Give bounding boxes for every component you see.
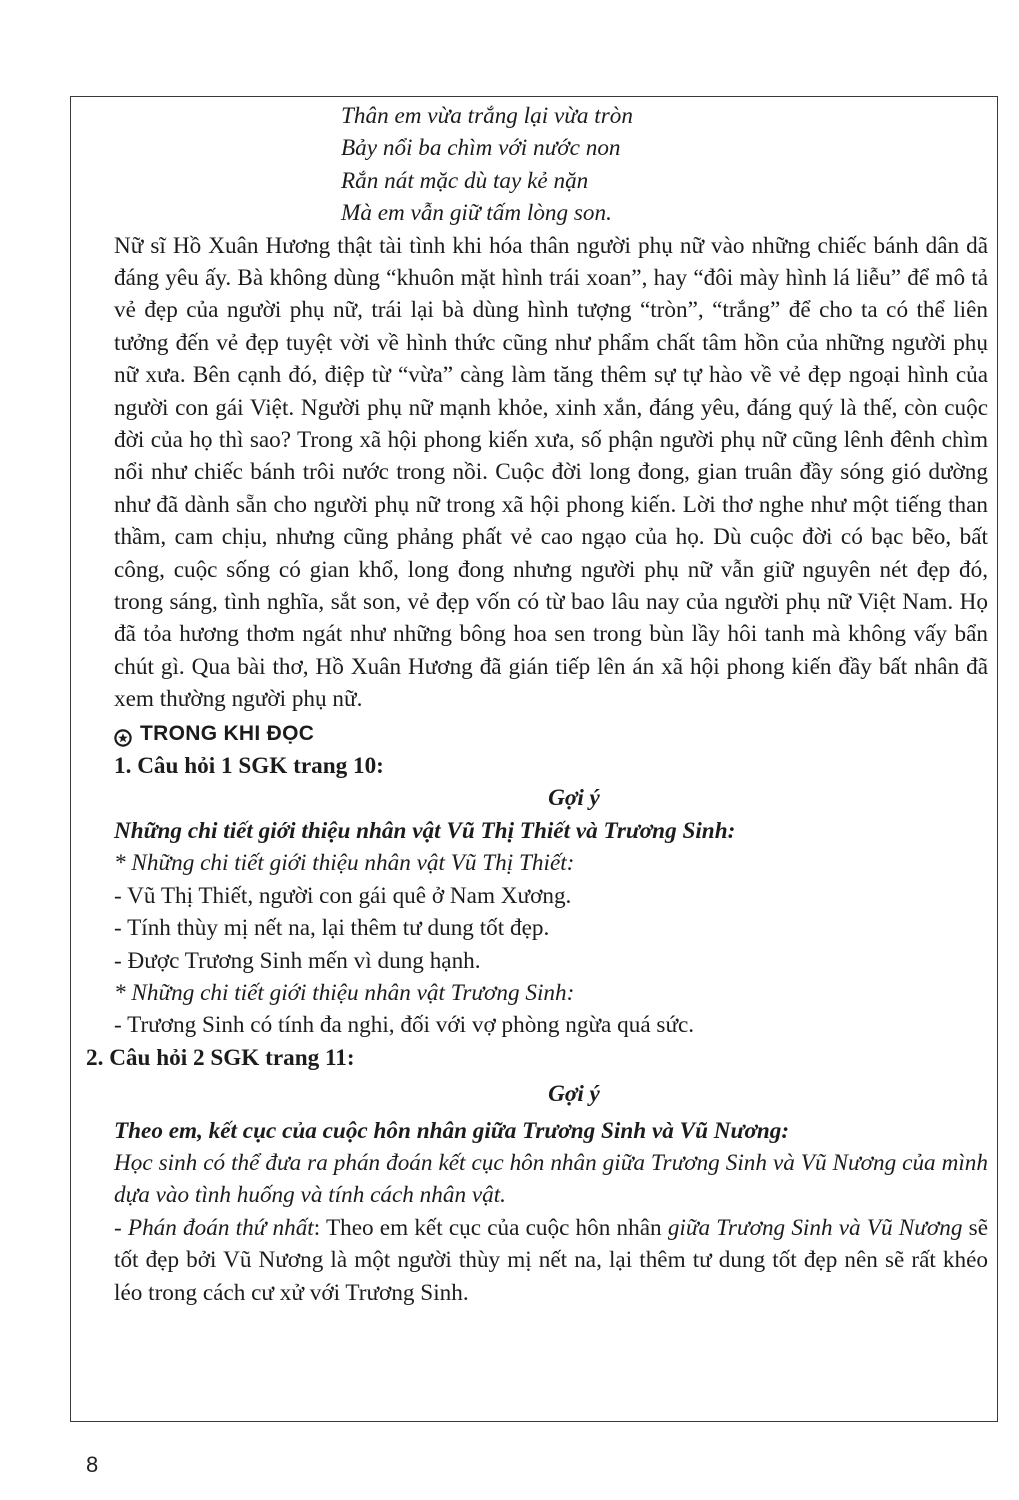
question-2-heading: 2. Câu hỏi 2 SGK trang 11:	[86, 1044, 355, 1071]
group-2-item: - Trương Sinh có tính đa nghi, đối với vợ phòng ngừa quá sức.	[114, 1012, 695, 1039]
question-2-subheading: Theo em, kết cục của cuộc hôn nhân giữa Trương Sinh và Vũ Nương:	[114, 1117, 790, 1144]
prediction-1-text-c: sẽ tốt đẹp bởi Vũ Nương là một người thùy mị nết na, lại thêm tư dung tốt đẹp nên sẽ rất khéo léo trong cách cư xử với Trương Sinh.	[114, 1214, 988, 1306]
prediction-1-text-b: giữa Trương Sinh và Vũ Nương	[667, 1214, 963, 1241]
prediction-1-text-a: : Theo em kết cục của cuộc hôn nhân	[313, 1214, 668, 1241]
group-2-title: * Những chi tiết giới thiệu nhân vật Trương Sinh:	[114, 979, 575, 1006]
question-2-intro: Học sinh có thể đưa ra phán đoán kết cục hôn nhân giữa Trương Sinh và Vũ Nương của mình dựa vào tình huống và tính cách nhân vật.	[114, 1149, 988, 1209]
star-circle-icon	[114, 725, 132, 743]
page-content	[86, 100, 988, 1309]
question-1-hint: Gợi ý	[548, 785, 600, 812]
analysis-paragraph: Nữ sĩ Hồ Xuân Hương thật tài tình khi hóa thân người phụ nữ vào những chiếc bánh dân dã đáng yêu ấy. Bà không dùng “khuôn mặt hình trái xoan”, hay “đôi mày hình lá liễu” để mô tả vẻ đẹp của người phụ nữ, trái lại bà dùng hình tượng “tròn”, “trắng” để cho ta có thể liên tưởng đến vẻ đẹp tuyệt vời về hình thức cũng như phẩm chất tâm hồn của những người phụ nữ xưa. Bên cạnh đó, điệp từ “vừa” càng làm tăng thêm sự tự hào về vẻ đẹp ngoại hình của người con gái Việt. Người phụ nữ mạnh khỏe, xinh xắn, đáng yêu, đáng quý là thế, còn cuộc đời của họ thì sao? Trong xã hội phong kiến xưa, số phận người phụ nữ cũng lênh đênh chìm nổi như chiếc bánh trôi nước trong nồi. Cuộc đời long đong, gian truân đầy sóng gió dường như đã dành sẵn cho người phụ nữ trong xã hội phong kiến. Lời thơ nghe như một tiếng than thầm, cam chịu, nhưng cũng phảng phất vẻ cao ngạo của họ. Dù cuộc đời có bạc bẽo, bất công, cuộc sống có gian khổ, long đong nhưng người phụ nữ vẫn giữ nguyên nét đẹp đó, trong sáng, tình nghĩa, sắt son, vẻ đẹp vốn có từ bao lâu nay của người phụ nữ Việt Nam. Họ đã tỏa hương thơm ngát như những bông hoa sen trong bùn lầy hôi tanh mà không vấy bẩn chút gì. Qua bài thơ, Hồ Xuân Hương đã gián tiếp lên án xã hội phong kiến đầy bất nhân đã xem thường người phụ nữ.	[114, 232, 988, 713]
poem-line-4: Mà em vẫn giữ tấm lòng son.	[341, 200, 612, 227]
prediction-1	[114, 1212, 988, 1309]
group-1-item: - Được Trương Sinh mến vì dung hạnh.	[114, 947, 481, 974]
question-1-heading: 1. Câu hỏi 1 SGK trang 10:	[114, 753, 384, 780]
prediction-1-label: - Phán đoán thứ nhất	[114, 1214, 314, 1241]
page-number: 8	[86, 1452, 99, 1477]
poem-line-2: Bảy nổi ba chìm với nước non	[341, 135, 621, 162]
poem-line-3: Rắn nát mặc dù tay kẻ nặn	[341, 167, 589, 194]
group-1-item: - Tính thùy mị nết na, lại thêm tư dung tốt đẹp.	[114, 915, 550, 942]
group-1-item: - Vũ Thị Thiết, người con gái quê ở Nam Xương.	[114, 882, 572, 909]
question-1-subheading: Những chi tiết giới thiệu nhân vật Vũ Thị Thiết và Trương Sinh:	[114, 817, 736, 844]
section-title: TRONG KHI ĐỌC	[140, 721, 315, 745]
section-heading	[114, 718, 988, 750]
poem	[341, 100, 988, 230]
question-2-hint: Gợi ý	[548, 1081, 600, 1108]
poem-line-1: Thân em vừa trắng lại vừa tròn	[341, 103, 633, 129]
group-1-title: * Những chi tiết giới thiệu nhân vật Vũ Thị Thiết:	[114, 850, 575, 877]
